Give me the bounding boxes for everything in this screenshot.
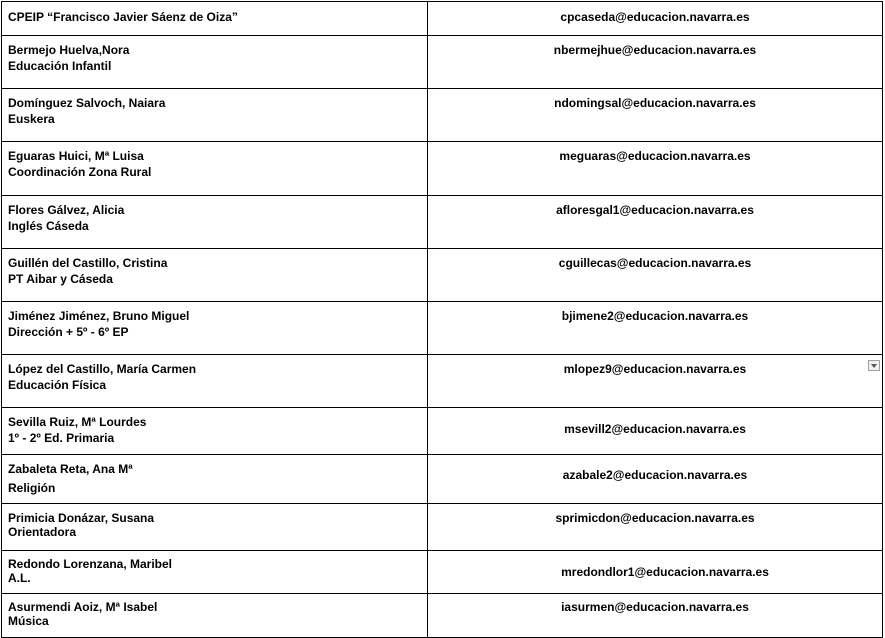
contact-role: 1º - 2º Ed. Primaria	[8, 431, 115, 445]
contact-role: Orientadora	[8, 525, 77, 539]
email-cell	[428, 302, 883, 355]
table-row	[2, 249, 883, 302]
contact-role: Euskera	[8, 112, 55, 126]
email-cell	[428, 196, 883, 249]
contact-email[interactable]: msevill2@educacion.navarra.es	[564, 422, 746, 436]
table-row	[2, 408, 883, 455]
table-row	[2, 594, 883, 638]
contact-name: Zabaleta Reta, Ana Mª	[8, 462, 133, 476]
contact-name: Domínguez Salvoch, Naiara	[8, 96, 166, 110]
table-row	[2, 142, 883, 196]
email-cell	[428, 355, 883, 408]
name-cell	[2, 36, 428, 89]
contact-name: Sevilla Ruiz, Mª Lourdes	[8, 415, 147, 429]
contact-email[interactable]: mlopez9@educacion.navarra.es	[563, 362, 747, 376]
contact-role: Música	[8, 614, 49, 628]
name-cell	[2, 551, 428, 594]
email-cell	[428, 142, 883, 196]
email-cell	[428, 455, 883, 504]
contact-email[interactable]: meguaras@educacion.navarra.es	[559, 149, 751, 163]
contact-role: Educación Infantil	[8, 59, 112, 73]
name-cell	[2, 408, 428, 455]
table-row	[2, 2, 883, 36]
contact-role: Coordinación Zona Rural	[8, 165, 152, 179]
table-row	[2, 196, 883, 249]
contact-name: Asurmendi Aoiz, Mª Isabel	[8, 600, 158, 614]
contact-role: Inglés Cáseda	[8, 219, 89, 233]
contact-role: A.L.	[8, 571, 31, 585]
contact-name: López del Castillo, María Carmen	[8, 362, 197, 376]
name-cell	[2, 89, 428, 142]
table-row	[2, 355, 883, 408]
contact-role: Religión	[8, 481, 56, 495]
contact-name: Jiménez Jiménez, Bruno Miguel	[8, 309, 190, 323]
name-cell	[2, 196, 428, 249]
contact-role: PT Aibar y Cáseda	[8, 272, 113, 286]
email-cell	[428, 594, 883, 638]
contact-email[interactable]: bjimene2@educacion.navarra.es	[561, 309, 749, 323]
contact-email[interactable]: ndomingsal@educacion.navarra.es	[554, 96, 756, 110]
name-cell	[2, 355, 428, 408]
contact-email[interactable]: cguillecas@educacion.navarra.es	[558, 256, 752, 270]
email-cell	[428, 504, 883, 551]
email-cell	[428, 89, 883, 142]
chevron-down-icon[interactable]	[868, 360, 880, 371]
table-row	[2, 504, 883, 551]
table-row	[2, 551, 883, 594]
contact-email[interactable]: azabale2@educacion.navarra.es	[562, 468, 748, 482]
contact-name: Primicia Donázar, Susana	[8, 511, 155, 525]
email-cell	[428, 249, 883, 302]
email-cell	[428, 2, 883, 36]
email-cell	[428, 408, 883, 455]
name-cell	[2, 594, 428, 638]
contact-name: Bermejo Huelva,Nora	[8, 43, 130, 57]
contact-email[interactable]: afloresgal1@educacion.navarra.es	[556, 203, 754, 217]
name-cell	[2, 249, 428, 302]
contact-name: Redondo Lorenzana, Maribel	[8, 557, 173, 571]
contact-name: Flores Gálvez, Alicia	[8, 203, 125, 217]
contact-email[interactable]: sprimicdon@educacion.navarra.es	[555, 511, 755, 525]
contact-email[interactable]: nbermejhue@educacion.navarra.es	[553, 43, 757, 57]
email-cell	[428, 36, 883, 89]
contacts-table	[1, 1, 883, 638]
contact-name: Eguaras Huici, Mª Luisa	[8, 149, 144, 163]
table-row	[2, 302, 883, 355]
name-cell	[2, 504, 428, 551]
name-cell	[2, 302, 428, 355]
name-cell	[2, 455, 428, 504]
email-cell	[428, 551, 883, 594]
contact-role: Educación Física	[8, 378, 107, 392]
contact-name: Guillén del Castillo, Cristina	[8, 256, 168, 270]
contact-email[interactable]: iasurmen@educacion.navarra.es	[561, 600, 749, 614]
contact-name: CPEIP “Francisco Javier Sáenz de Oiza”	[8, 10, 238, 24]
table-row	[2, 455, 883, 504]
contact-role: Dirección + 5º - 6º EP	[8, 325, 129, 339]
table-row	[2, 89, 883, 142]
name-cell	[2, 142, 428, 196]
contact-email[interactable]: cpcaseda@educacion.navarra.es	[560, 10, 750, 24]
name-cell	[2, 2, 428, 36]
contact-email[interactable]: mredondlor1@educacion.navarra.es	[561, 565, 769, 579]
table-row	[2, 36, 883, 89]
